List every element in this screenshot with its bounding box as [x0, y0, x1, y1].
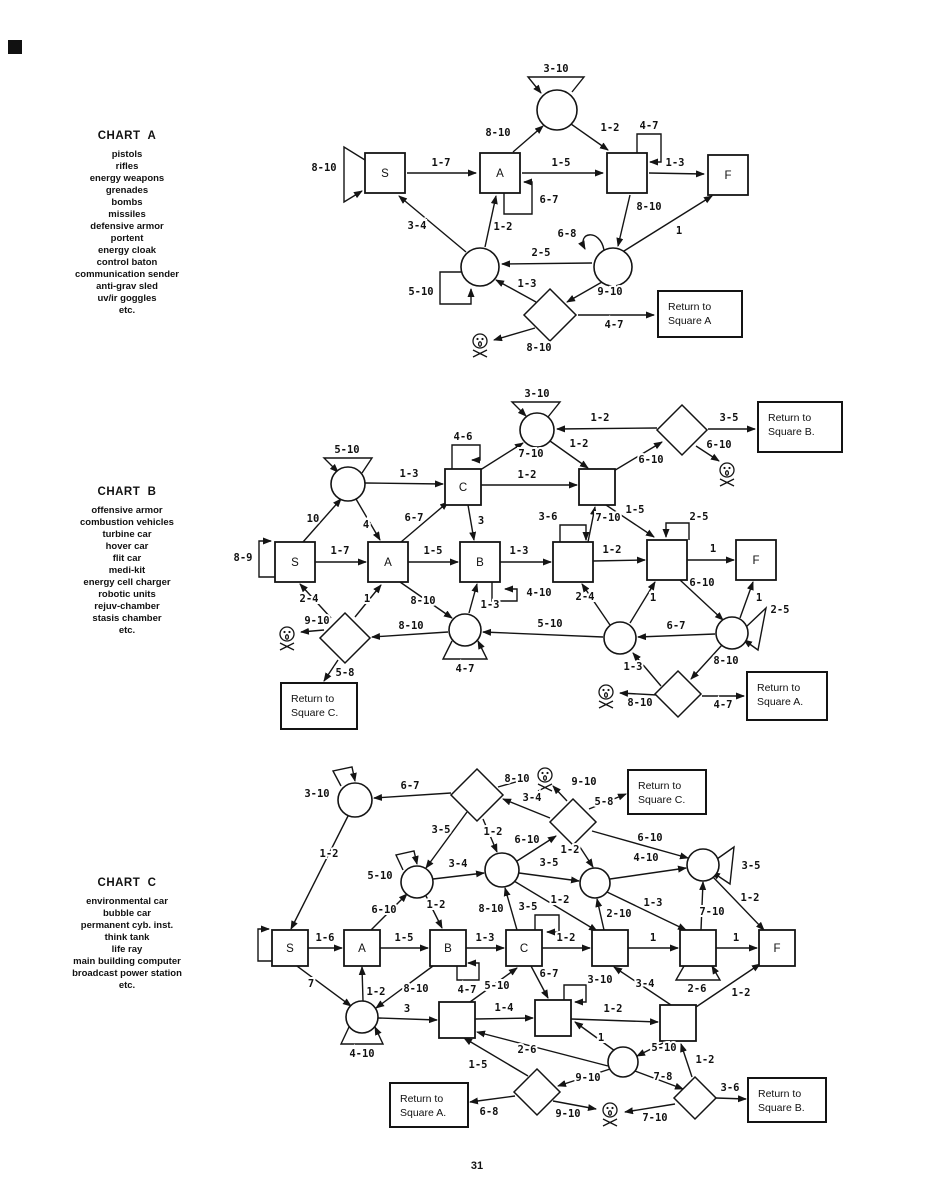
- edge-label: 7: [307, 978, 315, 990]
- edge-label: 1-3: [399, 468, 419, 480]
- chart-item: bubble car: [102, 908, 152, 919]
- edge-label: 6-10: [514, 834, 540, 846]
- edge-arrow: [578, 844, 593, 867]
- node-diamond: [514, 1069, 560, 1115]
- return-box-text: Square B.: [768, 426, 815, 438]
- node-letter: S: [286, 943, 294, 955]
- edge-label: 1-2: [426, 899, 446, 911]
- edge-label: 1-2: [483, 826, 503, 838]
- edge-label: 2-5: [689, 511, 709, 523]
- edge-label: 1-2: [602, 544, 622, 556]
- return-box-text: Return to: [768, 412, 812, 424]
- return-box-text: Return to: [400, 1093, 444, 1105]
- edge-label: 3-5: [518, 901, 538, 913]
- edge-label: 1-2: [493, 221, 513, 233]
- skull-icon: [280, 627, 294, 650]
- chart-item: permanent cyb. inst.: [80, 920, 174, 931]
- chart-item: think tank: [104, 932, 150, 943]
- chart-item: pistols: [111, 149, 143, 160]
- node-circle: [716, 617, 748, 649]
- edge-label: 2-10: [606, 908, 632, 920]
- edge-arrow: [571, 1019, 658, 1022]
- return-box-text: Square A: [668, 315, 712, 327]
- edge-label: 1: [597, 1032, 605, 1044]
- edge-label: 1-6: [315, 932, 335, 944]
- edge-arrow: [374, 793, 451, 798]
- edge-label: 1-3: [517, 278, 537, 290]
- edge-label: 1-5: [423, 545, 443, 557]
- edge-arrow: [618, 195, 630, 246]
- edge-arrow: [483, 632, 603, 637]
- self-loop: [676, 966, 720, 980]
- skull-eye: [541, 772, 543, 774]
- edge-label: 8-10: [526, 342, 552, 354]
- edge-label: 1-3: [509, 545, 529, 557]
- edge-arrow: [553, 786, 567, 801]
- edge-label: 1-7: [330, 545, 350, 557]
- self-loop: [452, 445, 480, 469]
- edge-arrow: [372, 632, 448, 637]
- edge-label: 9-10: [304, 615, 330, 627]
- node-circle: [594, 248, 632, 286]
- skull-eye: [607, 689, 609, 691]
- edge-label: 2-5: [531, 247, 551, 259]
- edge-label: 5-8: [594, 796, 614, 808]
- chart-item: flit car: [112, 553, 142, 564]
- edge-arrow: [469, 584, 477, 613]
- edge-label: 5-10: [651, 1042, 677, 1054]
- node-diamond: [655, 671, 701, 717]
- chart-C-title: CHART C: [97, 877, 157, 889]
- edge-label: 4-7: [457, 984, 477, 996]
- edge-label: 1-3: [643, 897, 663, 909]
- node-letter: S: [381, 168, 389, 180]
- edge-label: 8-10: [713, 655, 739, 667]
- edge-arrow: [610, 868, 686, 879]
- edge-label: 3-10: [304, 788, 330, 800]
- node-letter: B: [476, 557, 484, 569]
- edge-label: 1-2: [560, 844, 580, 856]
- node-circle: [608, 1047, 638, 1077]
- return-box-text: Return to: [758, 1088, 802, 1100]
- chart-item: grenades: [105, 185, 149, 196]
- return-box: [748, 1078, 826, 1122]
- edge-arrow: [519, 873, 579, 881]
- chart-item: control baton: [96, 257, 158, 268]
- edge-label: 8-10: [311, 162, 337, 174]
- chart-C-flowchart: [258, 767, 826, 1127]
- chart-B-title: CHART B: [97, 486, 157, 498]
- skull-eye: [481, 338, 483, 340]
- edge-label: 1-2: [319, 848, 339, 860]
- skull-mouth: [605, 693, 608, 697]
- edge-label: 3-10: [524, 388, 550, 400]
- edge-label: 3-6: [720, 1082, 740, 1094]
- edge-label: 4-7: [713, 699, 733, 711]
- edge-label: 4-10: [526, 587, 552, 599]
- edge-label: 2-6: [687, 983, 707, 995]
- chart-item: etc.: [118, 305, 136, 316]
- edge-label: 6-7: [404, 512, 424, 524]
- skull-eye: [606, 1107, 608, 1109]
- chart-item: environmental car: [86, 896, 168, 907]
- chart-item: rifles: [115, 161, 139, 172]
- node-square: [680, 930, 716, 966]
- edge-label: 3-4: [635, 978, 655, 990]
- edge-arrow: [297, 966, 351, 1006]
- return-box: [281, 683, 357, 729]
- edge-arrow: [470, 1096, 515, 1102]
- node-diamond: [550, 799, 596, 845]
- skull-mouth: [609, 1111, 612, 1115]
- skull-eye: [288, 631, 290, 633]
- chart-item: uv/ir goggles: [97, 293, 157, 304]
- self-loop: [259, 541, 276, 577]
- edge-label: 1-2: [740, 892, 760, 904]
- skull-eye: [611, 1107, 613, 1109]
- node-letter: C: [458, 482, 468, 494]
- return-box-text: Return to: [757, 682, 801, 694]
- chart-item: turbine car: [102, 529, 152, 540]
- edge-label: 9-10: [597, 286, 623, 298]
- node-square: [439, 1002, 475, 1038]
- edge-label: 10: [306, 513, 320, 525]
- edge-arrow: [505, 888, 517, 930]
- edge-label: 1: [675, 225, 683, 237]
- edge-label: 1: [709, 543, 717, 555]
- edge-label: 6-10: [706, 439, 732, 451]
- node-square: [579, 469, 615, 505]
- edge-label: 8-10: [403, 983, 429, 995]
- node-circle: [338, 783, 372, 817]
- edge-arrow: [575, 1022, 615, 1051]
- edge-label: 1-2: [731, 987, 751, 999]
- edge-label: 3-6: [538, 511, 558, 523]
- chart-item: missiles: [108, 209, 146, 220]
- chart-item: rejuv-chamber: [94, 601, 160, 612]
- node-circle: [331, 467, 365, 501]
- edge-label: 4-7: [604, 319, 624, 331]
- node-square: [592, 930, 628, 966]
- node-diamond: [674, 1077, 716, 1119]
- chart-item: offensive armor: [91, 505, 163, 516]
- edge-label: 5-10: [367, 870, 393, 882]
- edge-label: 1: [755, 592, 763, 604]
- edge-label: 7-10: [642, 1112, 668, 1124]
- edge-label: 1-3: [475, 932, 495, 944]
- chart-item: bombs: [111, 197, 143, 208]
- edge-label: 1-2: [603, 1003, 623, 1015]
- chart-item: medi-kit: [108, 565, 146, 576]
- skull-icon: [603, 1103, 617, 1126]
- skull-icon: [720, 463, 734, 486]
- edge-label: 9-10: [575, 1072, 601, 1084]
- return-box-text: Square C.: [638, 794, 686, 806]
- node-circle: [687, 849, 719, 881]
- node-square: [553, 542, 593, 582]
- node-square: [535, 1000, 571, 1036]
- edge-label: 5-10: [484, 980, 510, 992]
- return-box-text: Return to: [668, 301, 712, 313]
- node-letter: S: [291, 557, 299, 569]
- edge-label: 1: [732, 932, 740, 944]
- chart-item: broadcast power station: [72, 968, 182, 979]
- chart-B-flowchart: [234, 388, 842, 729]
- edge-arrow: [588, 507, 595, 542]
- self-loop: [344, 147, 365, 202]
- edge-arrow: [291, 816, 348, 929]
- edge-label: 1: [649, 592, 657, 604]
- edge-label: 1-3: [480, 599, 500, 611]
- edge-arrow: [494, 328, 535, 340]
- skull-icon: [599, 685, 613, 708]
- node-letter: A: [496, 168, 504, 180]
- node-circle: [485, 853, 519, 887]
- edge-label: 7-8: [653, 1071, 673, 1083]
- edge-label: 4: [362, 519, 370, 531]
- skull-eye: [602, 689, 604, 691]
- node-square: [660, 1005, 696, 1041]
- edge-label: 1: [363, 593, 371, 605]
- node-circle: [580, 868, 610, 898]
- edge-label: 3: [477, 515, 485, 527]
- edge-label: 5-10: [334, 444, 360, 456]
- chart-A-title: CHART A: [97, 130, 157, 142]
- edge-label: 6-10: [637, 832, 663, 844]
- node-letter: C: [519, 943, 529, 955]
- edge-label: 9-10: [555, 1108, 581, 1120]
- node-letter: A: [384, 557, 392, 569]
- edge-label: 7-10: [699, 906, 725, 918]
- edge-arrow: [513, 126, 543, 152]
- edge-arrow: [433, 873, 484, 879]
- chart-item: main building computer: [73, 956, 181, 967]
- node-circle: [520, 413, 554, 447]
- edge-label: 6-10: [689, 577, 715, 589]
- edge-label: 1: [649, 932, 657, 944]
- edge-label: 3-4: [448, 858, 468, 870]
- edge-label: 3-5: [431, 824, 451, 836]
- chart-item: energy weapons: [89, 173, 165, 184]
- edge-label: 1-3: [623, 661, 643, 673]
- node-letter: F: [724, 170, 732, 182]
- node-circle: [604, 622, 636, 654]
- chart-item: energy cloak: [97, 245, 157, 256]
- skull-icon: [538, 768, 552, 791]
- node-circle: [461, 248, 499, 286]
- skull-eye: [476, 338, 478, 340]
- edge-label: 6-7: [400, 780, 420, 792]
- chart-item: stasis chamber: [92, 613, 162, 624]
- edge-label: 1-3: [665, 157, 685, 169]
- node-circle: [449, 614, 481, 646]
- edge-label: 8-10: [398, 620, 424, 632]
- edge-arrow: [475, 1018, 533, 1019]
- edge-label: 6-10: [638, 454, 664, 466]
- chart-item: energy cell charger: [83, 577, 171, 588]
- node-square: [607, 153, 647, 193]
- edge-arrow: [468, 505, 474, 540]
- edge-label: 1-4: [494, 1002, 514, 1014]
- node-letter: B: [444, 943, 452, 955]
- edge-label: 3-5: [539, 857, 559, 869]
- edge-label: 2-5: [770, 604, 790, 616]
- edge-label: 9-10: [571, 776, 597, 788]
- edge-label: 7-10: [518, 448, 544, 460]
- edge-label: 3-5: [741, 860, 761, 872]
- edge-label: 7-10: [595, 512, 621, 524]
- node-diamond: [524, 289, 576, 341]
- edge-label: 6-8: [557, 228, 577, 240]
- edge-label: 1-7: [431, 157, 451, 169]
- edge-label: 3-5: [719, 412, 739, 424]
- self-loop: [258, 929, 273, 961]
- chart-item: hover car: [105, 541, 149, 552]
- self-loop: [666, 523, 689, 540]
- edge-label: 3-4: [407, 220, 427, 232]
- edge-label: 6-10: [371, 904, 397, 916]
- edge-label: 4-7: [455, 663, 475, 675]
- edge-arrow: [716, 1098, 746, 1099]
- skull-mouth: [544, 776, 547, 780]
- edge-label: 4-7: [639, 120, 659, 132]
- edge-arrow: [365, 483, 443, 484]
- node-letter: A: [358, 943, 366, 955]
- edge-label: 8-10: [627, 697, 653, 709]
- edge-label: 3-10: [543, 63, 569, 75]
- edge-label: 1-2: [569, 438, 589, 450]
- edge-label: 1-5: [394, 932, 414, 944]
- skull-eye: [283, 631, 285, 633]
- return-box-text: Return to: [291, 693, 335, 705]
- chart-item: portent: [110, 233, 144, 244]
- edge-label: 8-10: [485, 127, 511, 139]
- edge-label: 2-4: [575, 591, 595, 603]
- chart-item: etc.: [118, 625, 136, 636]
- edge-arrow: [301, 630, 324, 632]
- return-box: [658, 291, 742, 337]
- return-box-text: Square A.: [400, 1107, 447, 1119]
- edge-arrow: [625, 1104, 675, 1112]
- node-circle: [346, 1001, 378, 1033]
- edge-arrow: [477, 1032, 608, 1066]
- edge-label: 1-2: [550, 894, 570, 906]
- edge-arrow: [649, 173, 704, 174]
- edge-label: 1-2: [600, 122, 620, 134]
- edge-arrow: [557, 428, 657, 429]
- edge-label: 8-10: [478, 903, 504, 915]
- edge-arrow: [502, 263, 592, 264]
- edge-arrow: [620, 693, 657, 695]
- edge-label: 4-10: [349, 1048, 375, 1060]
- edge-label: 2-6: [517, 1044, 537, 1056]
- skull-mouth: [726, 471, 729, 475]
- edge-arrow: [681, 1044, 692, 1077]
- edge-label: 3-10: [587, 974, 613, 986]
- edge-label: 5-10: [408, 286, 434, 298]
- chart-item: life ray: [111, 944, 143, 955]
- edge-label: 1-2: [556, 932, 576, 944]
- edge-arrow: [597, 899, 604, 930]
- edge-label: 1-5: [625, 504, 645, 516]
- edge-arrow: [362, 967, 363, 1001]
- edge-label: 8-9: [233, 552, 253, 564]
- edge-label: 5-8: [335, 667, 355, 679]
- chart-item: anti-grav sled: [96, 281, 158, 292]
- edge-label: 4-6: [453, 431, 473, 443]
- edge-label: 8-10: [410, 595, 436, 607]
- self-loop: [583, 235, 604, 250]
- edge-label: 6-7: [539, 194, 559, 206]
- skull-eye: [728, 467, 730, 469]
- chart-item: combustion vehicles: [80, 517, 174, 528]
- edge-label: 1-5: [551, 157, 571, 169]
- edge-label: 6-8: [479, 1106, 499, 1118]
- page-number: 31: [470, 1160, 484, 1172]
- edge-label: 3-4: [522, 792, 542, 804]
- edge-label: 4-10: [633, 852, 659, 864]
- edge-label: 6-7: [666, 620, 686, 632]
- edge-label: 8-10: [636, 201, 662, 213]
- return-box-text: Square C.: [291, 707, 339, 719]
- edge-label: 3: [403, 1003, 411, 1015]
- edge-arrow: [378, 1018, 437, 1020]
- node-letter: F: [752, 555, 760, 567]
- chart-item: communication sender: [75, 269, 179, 280]
- edge-label: 2-4: [299, 593, 319, 605]
- edge-arrow: [740, 582, 753, 618]
- edge-arrow: [477, 443, 523, 472]
- return-box: [628, 770, 706, 814]
- edge-label: 8-10: [504, 773, 530, 785]
- skull-mouth: [479, 342, 482, 346]
- chart-item: robotic units: [98, 589, 156, 600]
- self-loop: [560, 525, 586, 542]
- return-box-text: Square A.: [757, 696, 804, 708]
- node-circle: [537, 90, 577, 130]
- skull-eye: [723, 467, 725, 469]
- edge-label: 5-10: [537, 618, 563, 630]
- chart-A-flowchart: [311, 63, 748, 357]
- node-square: [647, 540, 687, 580]
- node-circle: [401, 866, 433, 898]
- return-box: [390, 1083, 468, 1127]
- node-letter: F: [773, 943, 781, 955]
- edge-label: 1-2: [695, 1054, 715, 1066]
- edge-label: 1-2: [517, 469, 537, 481]
- edge-label: 6-7: [539, 968, 559, 980]
- node-diamond: [451, 769, 503, 821]
- edge-label: 1-2: [590, 412, 610, 424]
- skull-icon: [473, 334, 487, 357]
- edge-label: 1-2: [366, 986, 386, 998]
- return-box-text: Square B.: [758, 1102, 805, 1114]
- chart-item: defensive armor: [90, 221, 164, 232]
- edge-arrow: [593, 560, 645, 561]
- chart-item: etc.: [118, 980, 136, 991]
- edge-label: 1-5: [468, 1059, 488, 1071]
- skull-mouth: [286, 635, 289, 639]
- skull-eye: [546, 772, 548, 774]
- return-box-text: Return to: [638, 780, 682, 792]
- edge-arrow: [638, 634, 715, 637]
